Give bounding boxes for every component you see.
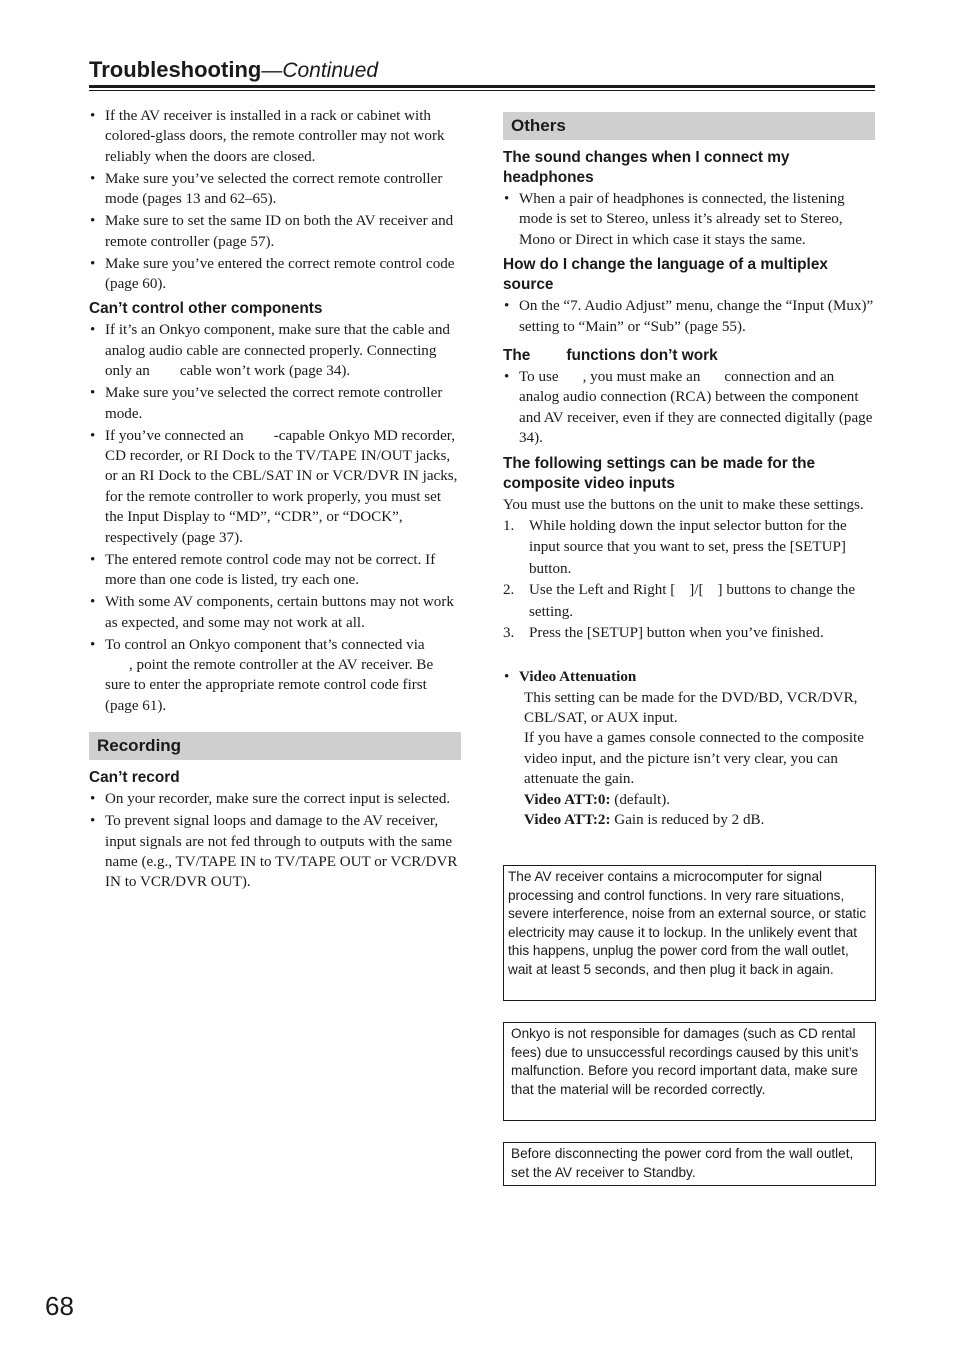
list-item: • On your recorder, make sure the correct input is selected. bbox=[89, 789, 461, 809]
others-section-title: Others bbox=[503, 112, 875, 140]
step-item bbox=[503, 580, 875, 623]
note-box-microcomputer: The AV receiver contains a microcomputer for signal processing and control functions. In very rare situations, severe interference, noise from an external source, or static electricity may cause it to lockup. In the unlikely event that this happens, unplug the power cord from the wall outlet, wait at least 5 seconds, and then plug it back in again. bbox=[503, 865, 876, 1001]
list-item bbox=[503, 367, 875, 449]
list-item: • When a pair of headphones is connected, the listening mode is set to Stereo, unless it’s already set to Stereo, Mono or Direct in which case it stays the same. bbox=[503, 189, 875, 250]
header-continued: —Continued bbox=[261, 59, 379, 82]
list-item-text: -capable Onkyo MD recorder, CD recorder, or RI Dock to the TV/TAPE IN/OUT jacks, or an RI Dock to the CBL/SAT IN or VCR/DVR IN jacks, for the remote controller to work properly, you must set the Input Display to “MD”, “CDR”, or “DOCK”, respectively (page 37). bbox=[105, 427, 458, 546]
va-paragraph: If you have a games console connected to the composite video input, and the picture isn’t very clear, you can attenuate the gain. bbox=[524, 730, 864, 788]
page-number: 68 bbox=[45, 1291, 74, 1321]
list-item: • Make sure you’ve selected the correct remote controller mode (pages 13 and 62–65). bbox=[89, 169, 461, 210]
other-components-heading: Can’t control other components bbox=[89, 300, 323, 318]
list-item bbox=[89, 320, 461, 381]
step-number: 3. bbox=[503, 625, 515, 642]
sound-changes-heading: The sound changes when I connect my headphones bbox=[503, 149, 790, 186]
step-text: Use the Left and Right [ bbox=[529, 582, 676, 599]
right-column bbox=[503, 106, 875, 830]
va-option-label: Video ATT:0: bbox=[524, 791, 611, 808]
header-title bbox=[89, 56, 875, 85]
note-box-standby: Before disconnecting the power cord from the wall outlet, set the AV receiver to Standby. bbox=[503, 1142, 876, 1186]
language-heading: How do I change the language of a multiplex source bbox=[503, 256, 828, 294]
cant-record-heading: Can’t record bbox=[89, 769, 180, 787]
page-header bbox=[89, 56, 875, 92]
step-item bbox=[503, 516, 875, 580]
list-item: • Make sure you’ve selected the correct remote controller mode. bbox=[89, 383, 461, 424]
list-item: • Make sure to set the same ID on both the AV receiver and remote controller (page 57). bbox=[89, 211, 461, 252]
left-column bbox=[89, 106, 461, 894]
composite-video-heading: The following settings can be made for the composite video inputs bbox=[503, 454, 816, 492]
functions-heading bbox=[503, 346, 875, 366]
step-text: Press the [SETUP] button when you’ve finished. bbox=[529, 625, 824, 642]
list-item: • On the “7. Audio Adjust” menu, change the “Input (Mux)” setting to “Main” or “Sub” (page 55). bbox=[503, 296, 875, 337]
step-number: 2. bbox=[503, 582, 515, 599]
video-attenuation-body bbox=[503, 688, 875, 831]
list-item bbox=[89, 635, 461, 717]
va-option-text: (default). bbox=[610, 791, 671, 808]
va-option-label: Video ATT:2: bbox=[524, 811, 611, 828]
list-item-text: To use bbox=[519, 369, 559, 386]
functions-heading-text: functions don’t work bbox=[566, 347, 718, 365]
list-item: • If the AV receiver is installed in a rack or cabinet with colored-glass doors, the remote controller may not work reliably when the doors are closed. bbox=[89, 106, 461, 167]
va-option bbox=[524, 810, 875, 830]
list-item-text: connection and an analog audio connection (RCA) between the component and AV receiver, even if they are connected digitally (page 34). bbox=[519, 369, 873, 447]
va-option bbox=[524, 790, 875, 810]
list-item: • With some AV components, certain buttons may not work as expected, and some may not work at all. bbox=[89, 592, 461, 633]
header-rule-thick bbox=[89, 85, 875, 88]
video-attenuation bbox=[503, 667, 875, 831]
step-item bbox=[503, 623, 875, 644]
list-item-text: , point the remote controller at the AV receiver. Be sure to enter the appropriate remote control code first (page 61). bbox=[105, 656, 434, 714]
step-text: ]/[ bbox=[689, 582, 704, 599]
video-attenuation-title: • Video Attenuation bbox=[503, 667, 875, 688]
list-item-text: If you’ve connected an bbox=[105, 427, 244, 444]
list-item-text: If it’s an Onkyo component, make sure that the cable and analog audio cable are connected properly. Connecting only an bbox=[105, 322, 450, 380]
list-item-text: cable won’t work (page 34). bbox=[179, 363, 351, 380]
composite-video-intro: You must use the buttons on the unit to make these settings. bbox=[503, 496, 864, 513]
functions-list bbox=[503, 367, 875, 449]
other-components-list bbox=[89, 320, 461, 716]
list-item bbox=[89, 426, 461, 548]
step-number: 1. bbox=[503, 518, 515, 535]
header-rule-thin bbox=[89, 90, 875, 91]
recording-list bbox=[89, 789, 461, 893]
list-item: • Make sure you’ve entered the correct remote control code (page 60). bbox=[89, 254, 461, 295]
list-item: • The entered remote control code may not be correct. If more than one code is listed, try each one. bbox=[89, 550, 461, 591]
step-text: While holding down the input selector button for the input source that you want to set, press the [SETUP] button. bbox=[529, 518, 847, 577]
header-title-text: Troubleshooting bbox=[89, 57, 262, 82]
functions-heading-text: The bbox=[503, 347, 531, 365]
recording-section-title: Recording bbox=[89, 732, 461, 760]
language-list bbox=[503, 296, 875, 337]
note-box-liability: Onkyo is not responsible for damages (such as CD rental fees) due to unsuccessful recordings caused by this unit’s malfunction. Before you record important data, make sure that the material will be recorded correctly. bbox=[503, 1022, 876, 1121]
setup-steps bbox=[503, 516, 875, 644]
list-item: • To prevent signal loops and damage to the AV receiver, input signals are not fed through to outputs with the same name (e.g., TV/TAPE IN to TV/TAPE OUT or VCR/DVR IN to VCR/DVR OUT). bbox=[89, 811, 461, 893]
sound-list bbox=[503, 189, 875, 250]
remote-bullet-list bbox=[89, 106, 461, 294]
va-option-text: Gain is reduced by 2 dB. bbox=[610, 811, 765, 828]
va-paragraph: This setting can be made for the DVD/BD, VCR/DVR, CBL/SAT, or AUX input. bbox=[524, 689, 858, 726]
step-text: ] buttons to change the setting. bbox=[529, 582, 856, 620]
list-item-text: , you must make an bbox=[582, 369, 701, 386]
list-item-text: To control an Onkyo component that’s connected via bbox=[105, 636, 425, 653]
